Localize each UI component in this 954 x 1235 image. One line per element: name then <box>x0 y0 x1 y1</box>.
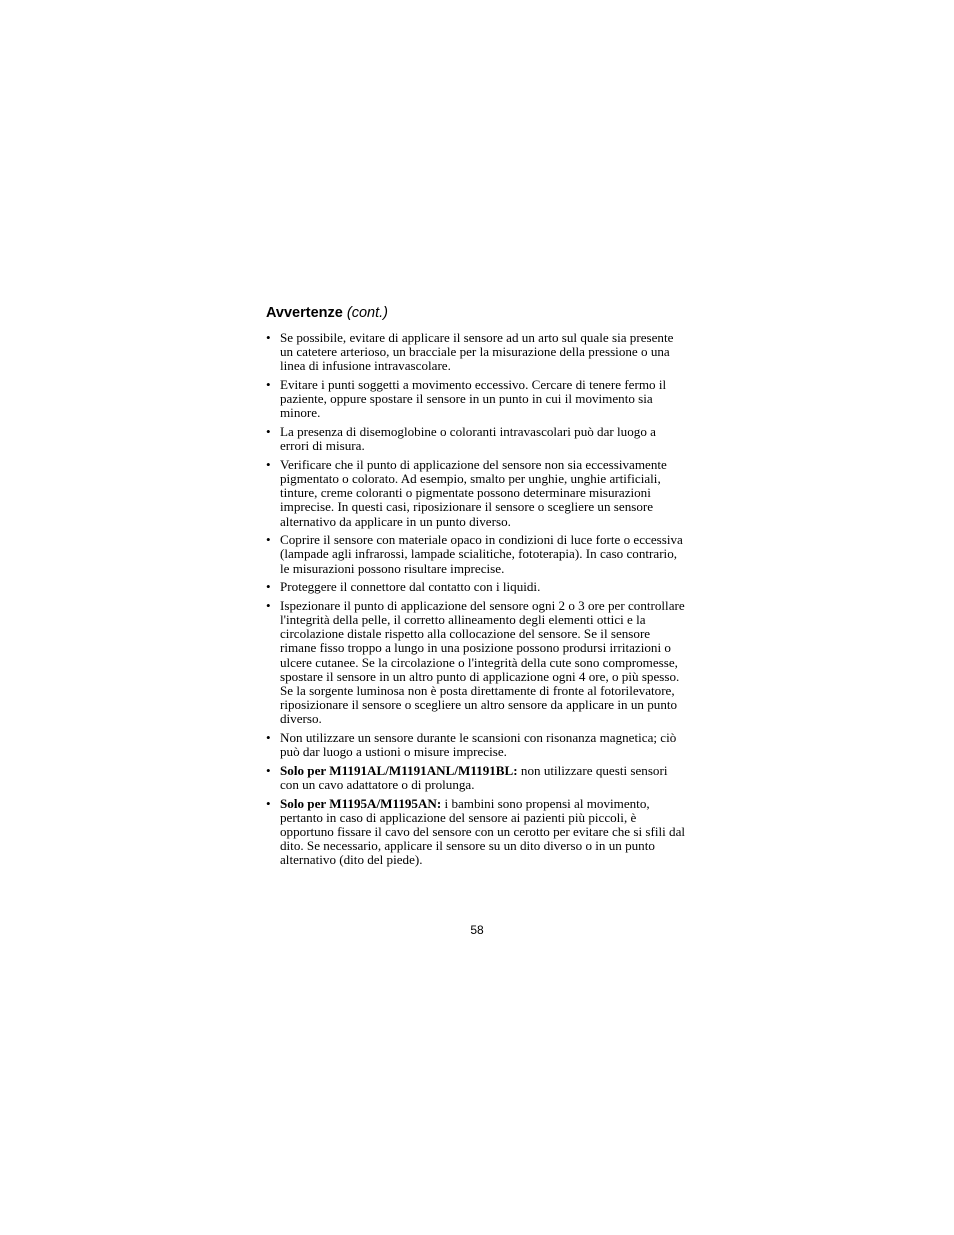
warning-item <box>266 599 686 727</box>
warning-item <box>266 458 686 529</box>
warning-text: Proteggere il connettore dal contatto con i liquidi. <box>280 579 541 595</box>
bullet-icon: • <box>266 579 271 595</box>
warning-text: Se possibile, evitare di applicare il sensore ad un arto sul quale sia presente un catetere arterioso, un bracciale per la misurazione della pressione o una linea di infusione intravascolare. <box>280 330 674 374</box>
bullet-icon: • <box>266 532 271 548</box>
bullet-icon: • <box>266 762 271 778</box>
section-heading-title: Avvertenze <box>266 305 343 321</box>
warning-item <box>266 331 686 374</box>
section-heading-suffix: (cont.) <box>346 305 388 321</box>
warning-text: Non utilizzare un sensore durante le scansioni con risonanza magnetica; ciò può dar luogo a ustioni o misure imprecise. <box>280 730 677 760</box>
section-heading <box>266 304 686 322</box>
warning-text: Verificare che il punto di applicazione del sensore non sia eccessivamente pigmentato o colorato. Ad esempio, smalto per unghie, unghie artificiali, tinture, creme coloranti o pigmentate possono determinare misurazioni imprecise. In questi casi, riposizionare il sensore o scegliere un sensore alternativo da applicare in un punto diverso. <box>280 456 667 529</box>
warning-item <box>266 533 686 576</box>
warning-item <box>266 731 686 759</box>
page-content <box>266 304 686 872</box>
bullet-icon: • <box>266 795 271 811</box>
warning-item <box>266 378 686 421</box>
bullet-icon: • <box>266 424 271 439</box>
bullet-icon: • <box>266 597 271 613</box>
page-number: 58 <box>470 923 484 937</box>
warning-text: i bambini sono propensi al movimento, pertanto in caso di applicazione del sensore ai pazienti più piccoli, è opportuno fissare il cavo del sensore con un cerotto per evitare che si sfili dal dito. Se necessario, applicare il sensore su un dito diverso o in un punto alternativo (dito del piede). <box>280 795 686 868</box>
warning-text: Ispezionare il punto di applicazione del sensore ogni 2 o 3 ore per controllare l'integrità della pelle, il corretto allineamento degli elementi ottici e la circolazione distale rispetto alla collocazione del sensore. Se il sensore rimane fisso troppo a lungo in una posizione possono prodursi irritazioni o ulcere cutanee. Se la circolazione o l'integrità della cute sono compromesse, spostare il sensore in un altro punto di applicazione ogni 4 ore, o più spesso. Se la sorgente luminosa non è posta direttamente di fronte al fotorilevatore, riposizionare il sensore o scegliere un altro sensore da applicare in un punto diverso. <box>280 597 685 727</box>
bullet-icon: • <box>266 456 271 472</box>
warning-item <box>266 797 686 868</box>
warning-lead: Solo per M1191AL/M1191ANL/M1191BL: <box>280 762 518 778</box>
warning-item <box>266 425 686 453</box>
bullet-icon: • <box>266 330 271 345</box>
warning-item <box>266 764 686 792</box>
warning-item <box>266 580 686 594</box>
bullet-icon: • <box>266 377 271 392</box>
warning-text: non utilizzare questi sensori con un cavo adattatore o di prolunga. <box>280 762 668 793</box>
warning-text: La presenza di disemoglobine o coloranti intravascolari può dar luogo a errori di misura. <box>280 424 656 454</box>
warnings-list <box>266 331 686 868</box>
warning-text: Coprire il sensore con materiale opaco in condizioni di luce forte o eccessiva (lampade agli infrarossi, lampade scialitiche, fototerapia). In caso contrario, le misurazioni possono risultare imprecise. <box>280 532 683 576</box>
warning-text: Evitare i punti soggetti a movimento eccessivo. Cercare di tenere fermo il paziente, oppure spostare il sensore in un punto in cui il movimento sia minore. <box>280 377 667 421</box>
bullet-icon: • <box>266 730 271 746</box>
warning-lead: Solo per M1195A/M1195AN: <box>280 795 442 811</box>
